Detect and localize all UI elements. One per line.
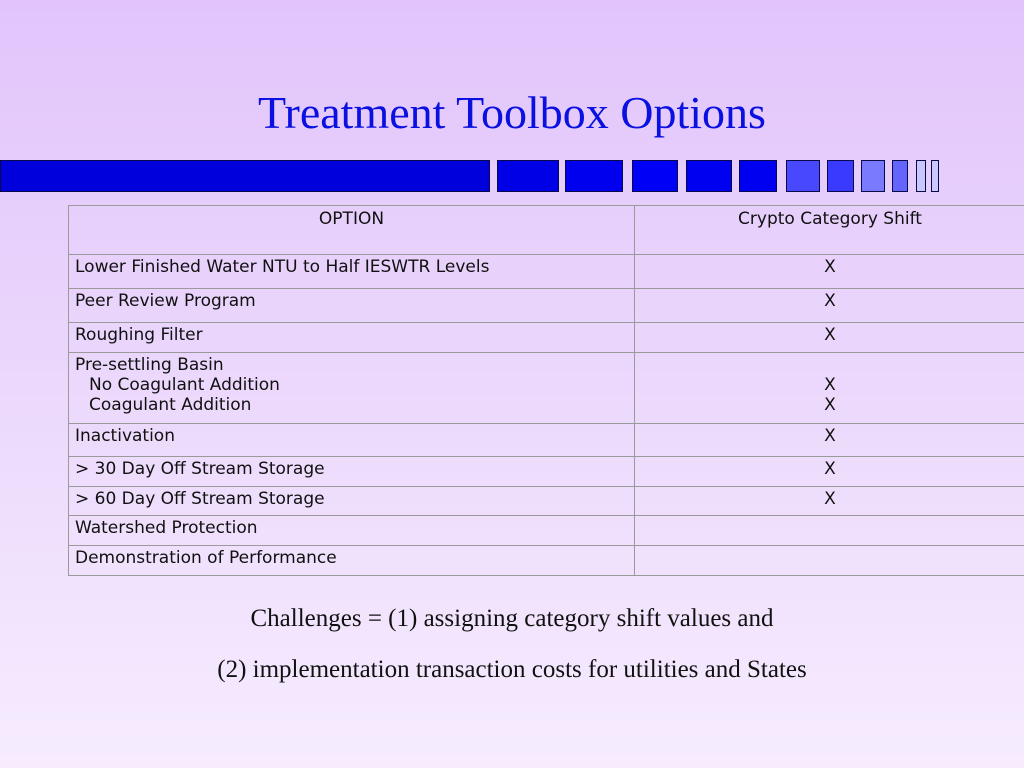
shift-value: X <box>824 395 836 415</box>
bar-segment <box>786 160 820 192</box>
shift-cell <box>635 353 1024 424</box>
option-cell: > 30 Day Off Stream Storage <box>69 457 635 487</box>
shift-value: X <box>824 375 836 395</box>
option-cell: Inactivation <box>69 424 635 457</box>
bar-segment <box>861 160 885 192</box>
shift-value <box>641 355 1019 375</box>
caption-line-1: Challenges = (1) assigning category shift values and <box>250 605 774 632</box>
sub-option-label: Coagulant Addition <box>89 395 252 415</box>
table-row <box>69 546 1024 576</box>
option-cell: > 60 Day Off Stream Storage <box>69 487 635 516</box>
bar-segment <box>0 160 490 192</box>
slide-title: Treatment Toolbox Options <box>258 87 766 138</box>
bar-segment <box>827 160 854 192</box>
shift-cell: X <box>635 323 1024 353</box>
table-row <box>69 424 1024 457</box>
caption-line-2: (2) implementation transaction costs for utilities and States <box>217 656 807 683</box>
shift-cell: X <box>635 255 1024 289</box>
shift-cell: X <box>635 487 1024 516</box>
bar-segment <box>686 160 732 192</box>
table-row <box>69 457 1024 487</box>
toolbox-options-table <box>68 205 1024 576</box>
table-row <box>69 516 1024 546</box>
option-column-header: OPTION <box>69 206 635 255</box>
option-cell: Watershed Protection <box>69 516 635 546</box>
bar-segment <box>739 160 777 192</box>
bar-segment <box>892 160 908 192</box>
table-row <box>69 353 1024 424</box>
shift-cell: X <box>635 457 1024 487</box>
table-row <box>69 289 1024 323</box>
decorative-bar-strip <box>0 160 1024 194</box>
option-cell: Roughing Filter <box>69 323 635 353</box>
shift-cell: X <box>635 424 1024 457</box>
shift-column-header: Crypto Category Shift <box>635 206 1024 255</box>
sub-option-label: No Coagulant Addition <box>89 375 280 395</box>
table-row <box>69 255 1024 289</box>
option-cell: Lower Finished Water NTU to Half IESWTR Levels <box>69 255 635 289</box>
bar-segment <box>565 160 623 192</box>
option-cell: Peer Review Program <box>69 289 635 323</box>
bar-segment <box>632 160 678 192</box>
shift-cell <box>635 546 1024 576</box>
table-header-row <box>69 206 1024 255</box>
shift-cell <box>635 516 1024 546</box>
option-label: Pre-settling Basin <box>75 355 224 375</box>
table-row <box>69 323 1024 353</box>
option-cell <box>69 353 635 424</box>
bar-segment <box>931 160 939 192</box>
shift-cell: X <box>635 289 1024 323</box>
bar-segment <box>497 160 559 192</box>
bar-segment <box>916 160 926 192</box>
option-cell: Demonstration of Performance <box>69 546 635 576</box>
table-row <box>69 487 1024 516</box>
